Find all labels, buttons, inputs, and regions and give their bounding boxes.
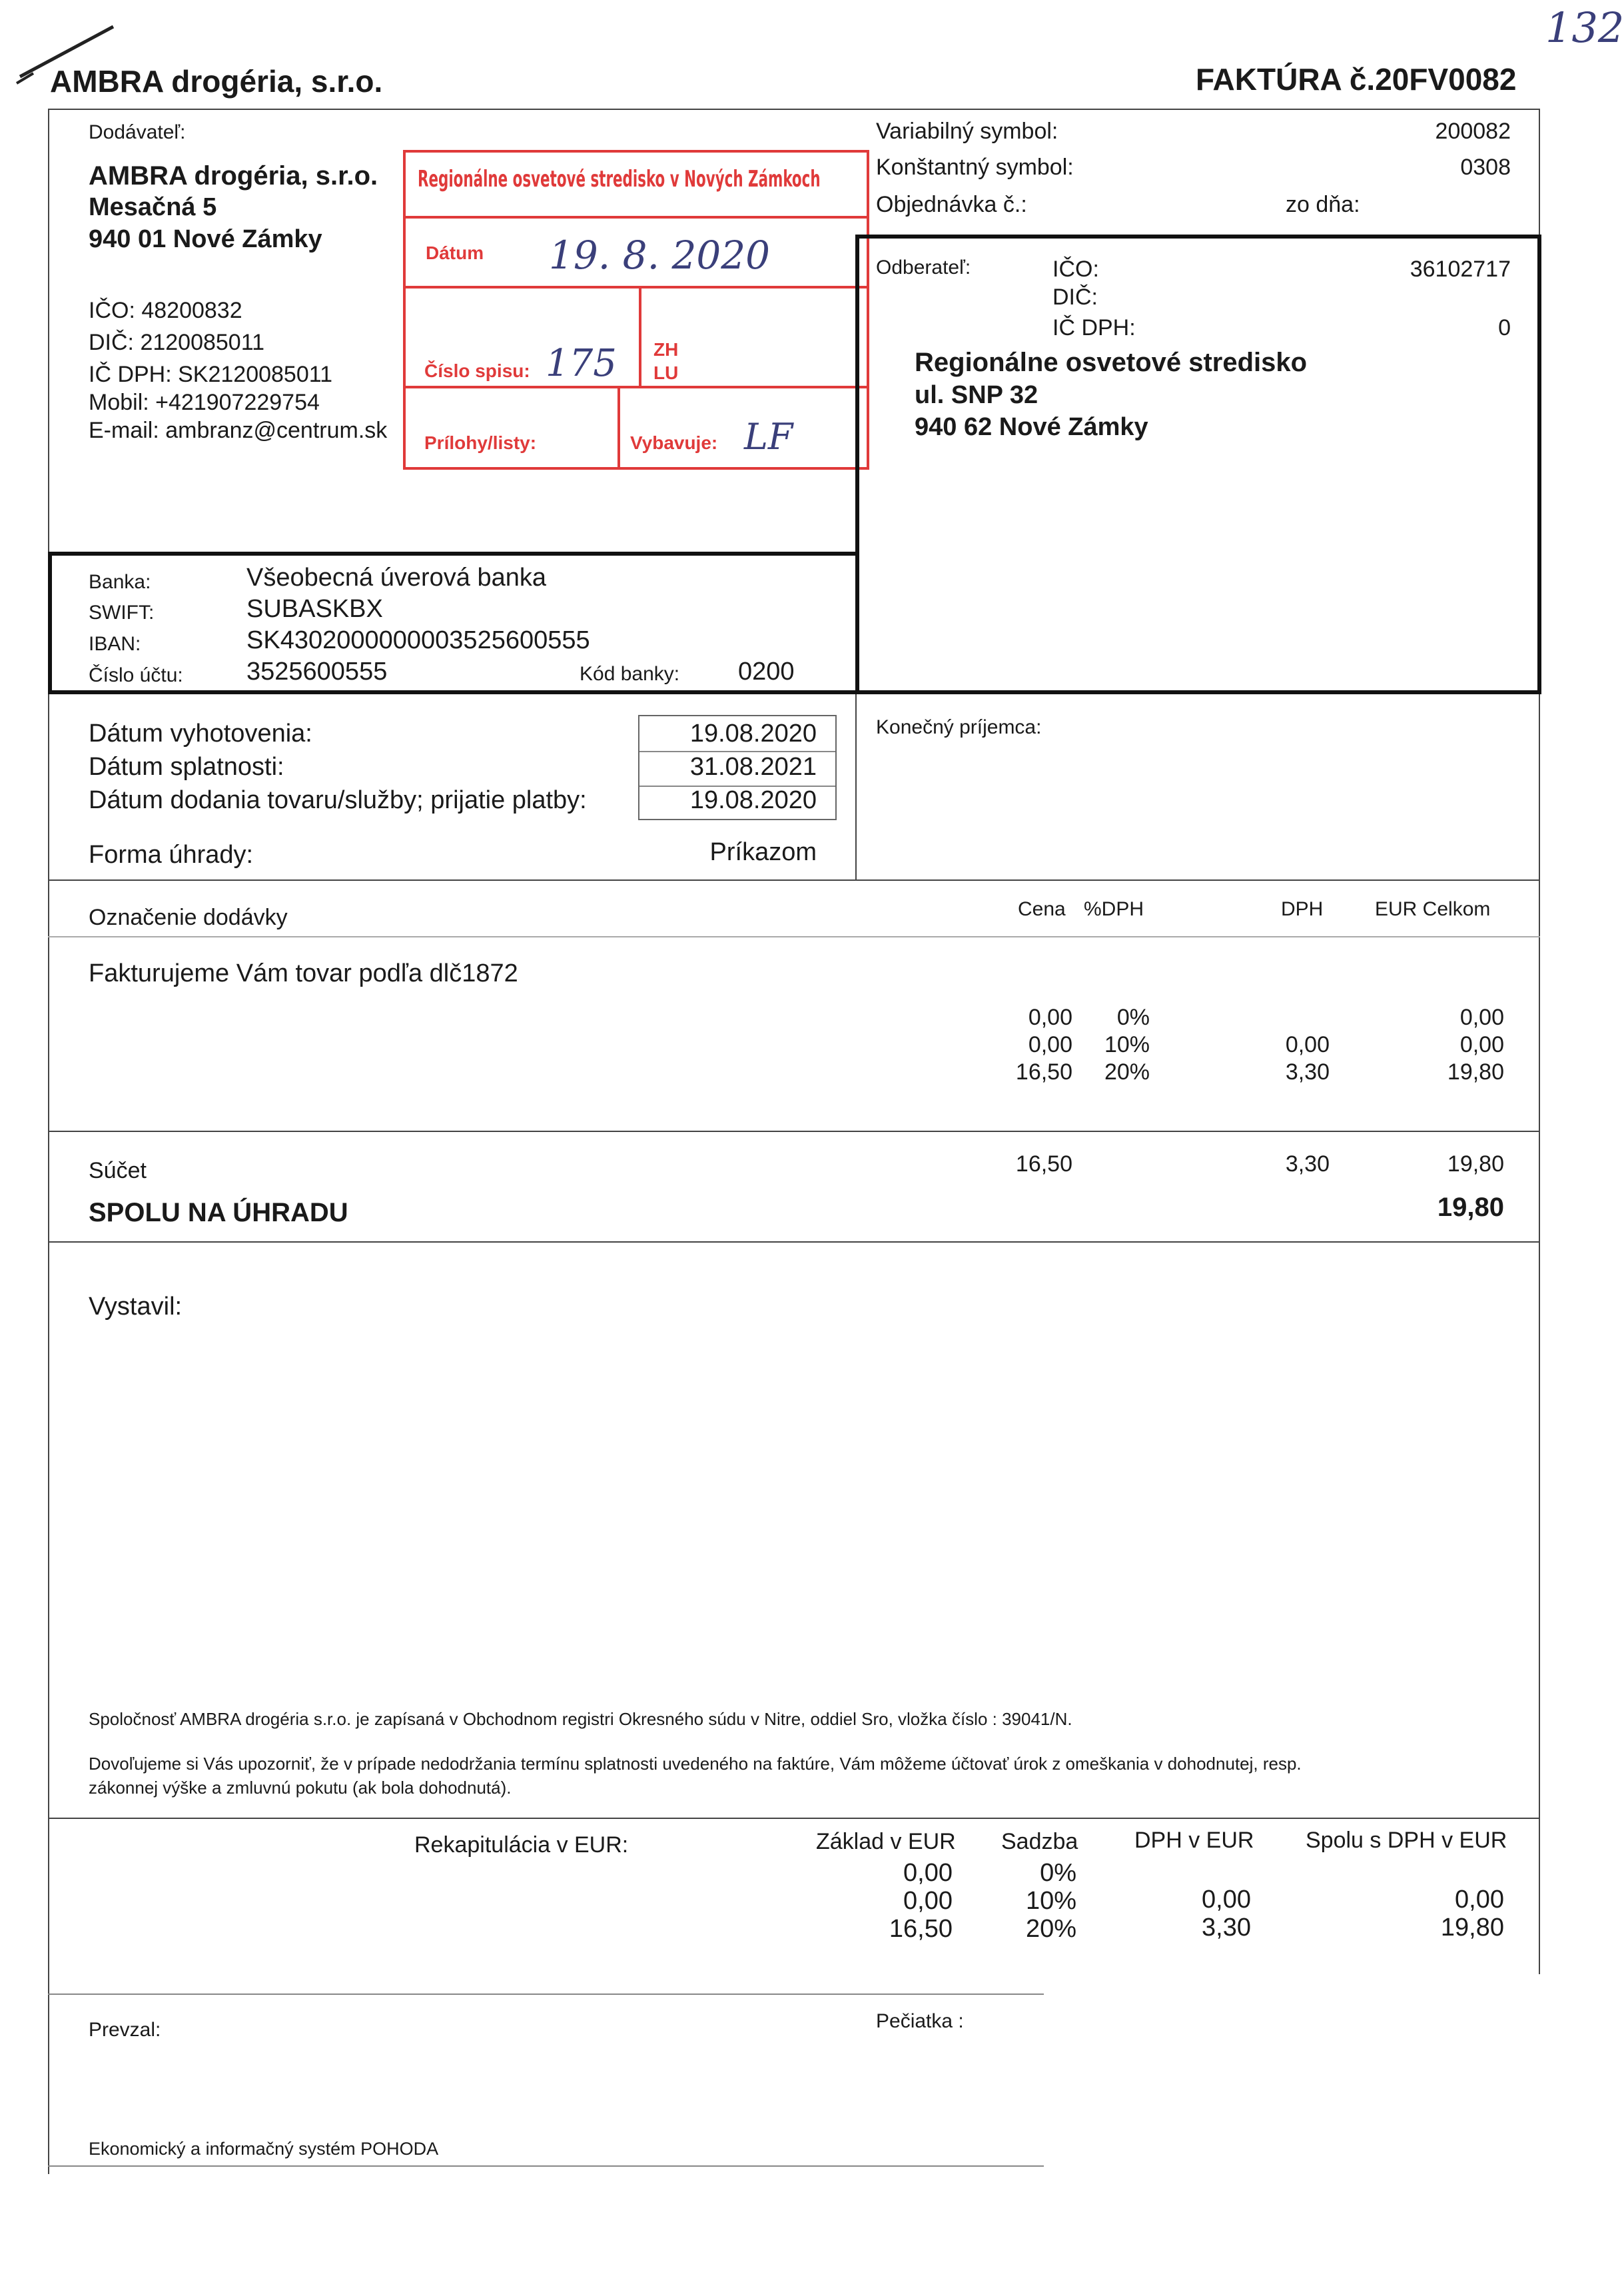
issue-date-value: 19.08.2020 <box>689 720 817 748</box>
recap-row-rate: 0% <box>1040 1859 1076 1887</box>
final-recipient-label: Konečný príjemca: <box>876 716 1042 738</box>
registration-stamp <box>403 150 869 470</box>
account-value: 3525600555 <box>246 658 388 686</box>
recap-col-base: Základ v EUR <box>816 1829 956 1854</box>
stamp-file-label: Číslo spisu: <box>424 360 530 381</box>
swift-value: SUBASKBX <box>246 595 383 623</box>
recap-row-rate: 20% <box>1025 1915 1076 1943</box>
registry-note: Spoločnosť AMBRA drogéria s.r.o. je zapísaná v Obchodnom registri Okresného súdu v Nitre, oddiel Sro, vložka číslo : 39041/N. <box>89 1709 1072 1729</box>
recap-row-base: 16,50 <box>889 1915 953 1943</box>
stamp-date-value: 19. 8. 2020 <box>549 233 771 278</box>
stamp-handled-value: LF <box>744 416 793 458</box>
sum-total: 19,80 <box>1447 1151 1504 1177</box>
constant-symbol-label: Konštantný symbol: <box>876 155 1074 180</box>
constant-symbol-value: 0308 <box>1460 155 1511 180</box>
customer-label: Odberateľ: <box>876 257 971 279</box>
customer-dic-label: DIČ: <box>1052 285 1098 310</box>
stamp-handled-label: Vybavuje: <box>630 432 718 453</box>
stamp-title: Regionálne osvetové stredisko v Nových Zámkoch <box>418 166 821 193</box>
col-price: Cena <box>1018 898 1066 920</box>
stamp-lu: LU <box>653 362 679 383</box>
recap-row-base: 0,00 <box>903 1859 953 1887</box>
item-row-price: 16,50 <box>1015 1059 1072 1085</box>
recap-row-rate: 10% <box>1025 1887 1076 1915</box>
item-row-total: 0,00 <box>1459 1032 1504 1057</box>
due-date-value: 31.08.2021 <box>689 753 817 781</box>
warning-note-1: Dovoľujeme si Vás upozorniť, že v prípade nedodržania termínu splatnosti uvedeného na faktúre, Vám môžeme účtovať úrok z omeškania v dohodnutej, resp. <box>89 1754 1302 1774</box>
supplier-ico: IČO: 48200832 <box>89 298 242 323</box>
col-vat: DPH <box>1281 898 1324 920</box>
supplier-label: Dodávateľ: <box>89 121 186 143</box>
col-vat-pct: %DPH <box>1084 898 1144 920</box>
recap-row-vat: 0,00 <box>1202 1886 1251 1914</box>
item-row-vat: 0,00 <box>1285 1032 1330 1057</box>
order-label: Objednávka č.: <box>876 192 1027 217</box>
customer-city: 940 62 Nové Zámky <box>915 413 1148 441</box>
col-description: Označenie dodávky <box>89 905 288 930</box>
recap-row-total: 0,00 <box>1455 1886 1504 1914</box>
issue-date-label: Dátum vyhotovenia: <box>89 720 312 748</box>
customer-box <box>855 235 1541 694</box>
stamp-date-label: Dátum <box>426 243 484 263</box>
handwritten-page-number: 132 <box>1545 3 1624 52</box>
recap-row-base: 0,00 <box>903 1887 953 1915</box>
issued-by-label: Vystavil: <box>89 1293 183 1321</box>
customer-street: ul. SNP 32 <box>915 381 1038 409</box>
customer-ico-value: 36102717 <box>1410 257 1511 282</box>
customer-icdph-value: 0 <box>1498 315 1511 340</box>
bank-value: Všeobecná úverová banka <box>246 564 546 592</box>
total-due-label: SPOLU NA ÚHRADU <box>89 1198 348 1227</box>
warning-note-2: zákonnej výške a zmluvnú pokutu (ak bola dohodnutá). <box>89 1778 512 1798</box>
customer-icdph-label: IČ DPH: <box>1052 315 1136 340</box>
sum-vat: 3,30 <box>1285 1151 1330 1177</box>
supplier-icdph: IČ DPH: SK2120085011 <box>89 362 333 387</box>
item-row-price: 0,00 <box>1028 1005 1072 1030</box>
company-header: AMBRA drogéria, s.r.o. <box>50 64 383 99</box>
item-row-pct: 10% <box>1104 1032 1150 1057</box>
payment-form-value: Príkazom <box>709 838 817 866</box>
received-by-label: Prevzal: <box>89 2019 161 2041</box>
item-row-pct: 20% <box>1104 1059 1150 1085</box>
payment-form-label: Forma úhrady: <box>89 841 254 869</box>
variable-symbol-label: Variabilný symbol: <box>876 119 1058 144</box>
accounting-system: Ekonomický a informačný systém POHODA <box>89 2139 439 2159</box>
supplier-city: 940 01 Nové Zámky <box>89 225 322 253</box>
delivery-date-label: Dátum dodania tovaru/služby; prijatie platby: <box>89 786 587 814</box>
supplier-name: AMBRA drogéria, s.r.o. <box>89 161 378 191</box>
bank-code-label: Kód banky: <box>580 663 680 685</box>
due-date-label: Dátum splatnosti: <box>89 753 284 781</box>
item-row-vat: 3,30 <box>1285 1059 1330 1085</box>
bank-label: Banka: <box>89 571 151 593</box>
recap-row-total: 19,80 <box>1440 1914 1504 1942</box>
recap-col-rate: Sadzba <box>1001 1829 1078 1854</box>
supplier-dic: DIČ: 2120085011 <box>89 330 265 355</box>
iban-label: IBAN: <box>89 633 141 655</box>
total-due-value: 19,80 <box>1437 1193 1504 1222</box>
recap-row-vat: 3,30 <box>1202 1914 1251 1942</box>
order-date-label: zo dňa: <box>1286 192 1360 217</box>
stamp-label: Pečiatka : <box>876 2010 964 2032</box>
sum-label: Súčet <box>89 1158 147 1183</box>
stamp-file-value: 175 <box>546 342 617 385</box>
stamp-attachments-label: Prílohy/listy: <box>424 432 537 453</box>
sum-price: 16,50 <box>1015 1151 1072 1177</box>
customer-name: Regionálne osvetové stredisko <box>915 348 1308 377</box>
recap-col-total: Spolu s DPH v EUR <box>1306 1828 1507 1853</box>
bank-code-value: 0200 <box>738 658 795 686</box>
item-description: Fakturujeme Vám tovar podľa dlč1872 <box>89 959 518 987</box>
swift-label: SWIFT: <box>89 602 155 624</box>
iban-value: SK4302000000003525600555 <box>246 626 590 654</box>
delivery-date-value: 19.08.2020 <box>689 786 817 814</box>
account-label: Číslo účtu: <box>89 664 183 686</box>
recap-label: Rekapitulácia v EUR: <box>414 1832 629 1858</box>
supplier-email: E-mail: ambranz@centrum.sk <box>89 418 388 443</box>
item-row-total: 19,80 <box>1447 1059 1504 1085</box>
item-row-total: 0,00 <box>1459 1005 1504 1030</box>
item-row-pct: 0% <box>1116 1005 1150 1030</box>
supplier-street: Mesačná 5 <box>89 193 217 221</box>
supplier-mobile: Mobil: +421907229754 <box>89 390 320 415</box>
col-total: EUR Celkom <box>1375 898 1491 920</box>
variable-symbol-value: 200082 <box>1435 119 1511 144</box>
item-row-price: 0,00 <box>1028 1032 1072 1057</box>
recap-col-vat: DPH v EUR <box>1134 1828 1254 1853</box>
customer-ico-label: IČO: <box>1052 257 1099 282</box>
stamp-zh: ZH <box>653 339 679 360</box>
invoice-title: FAKTÚRA č.20FV0082 <box>1196 62 1517 97</box>
